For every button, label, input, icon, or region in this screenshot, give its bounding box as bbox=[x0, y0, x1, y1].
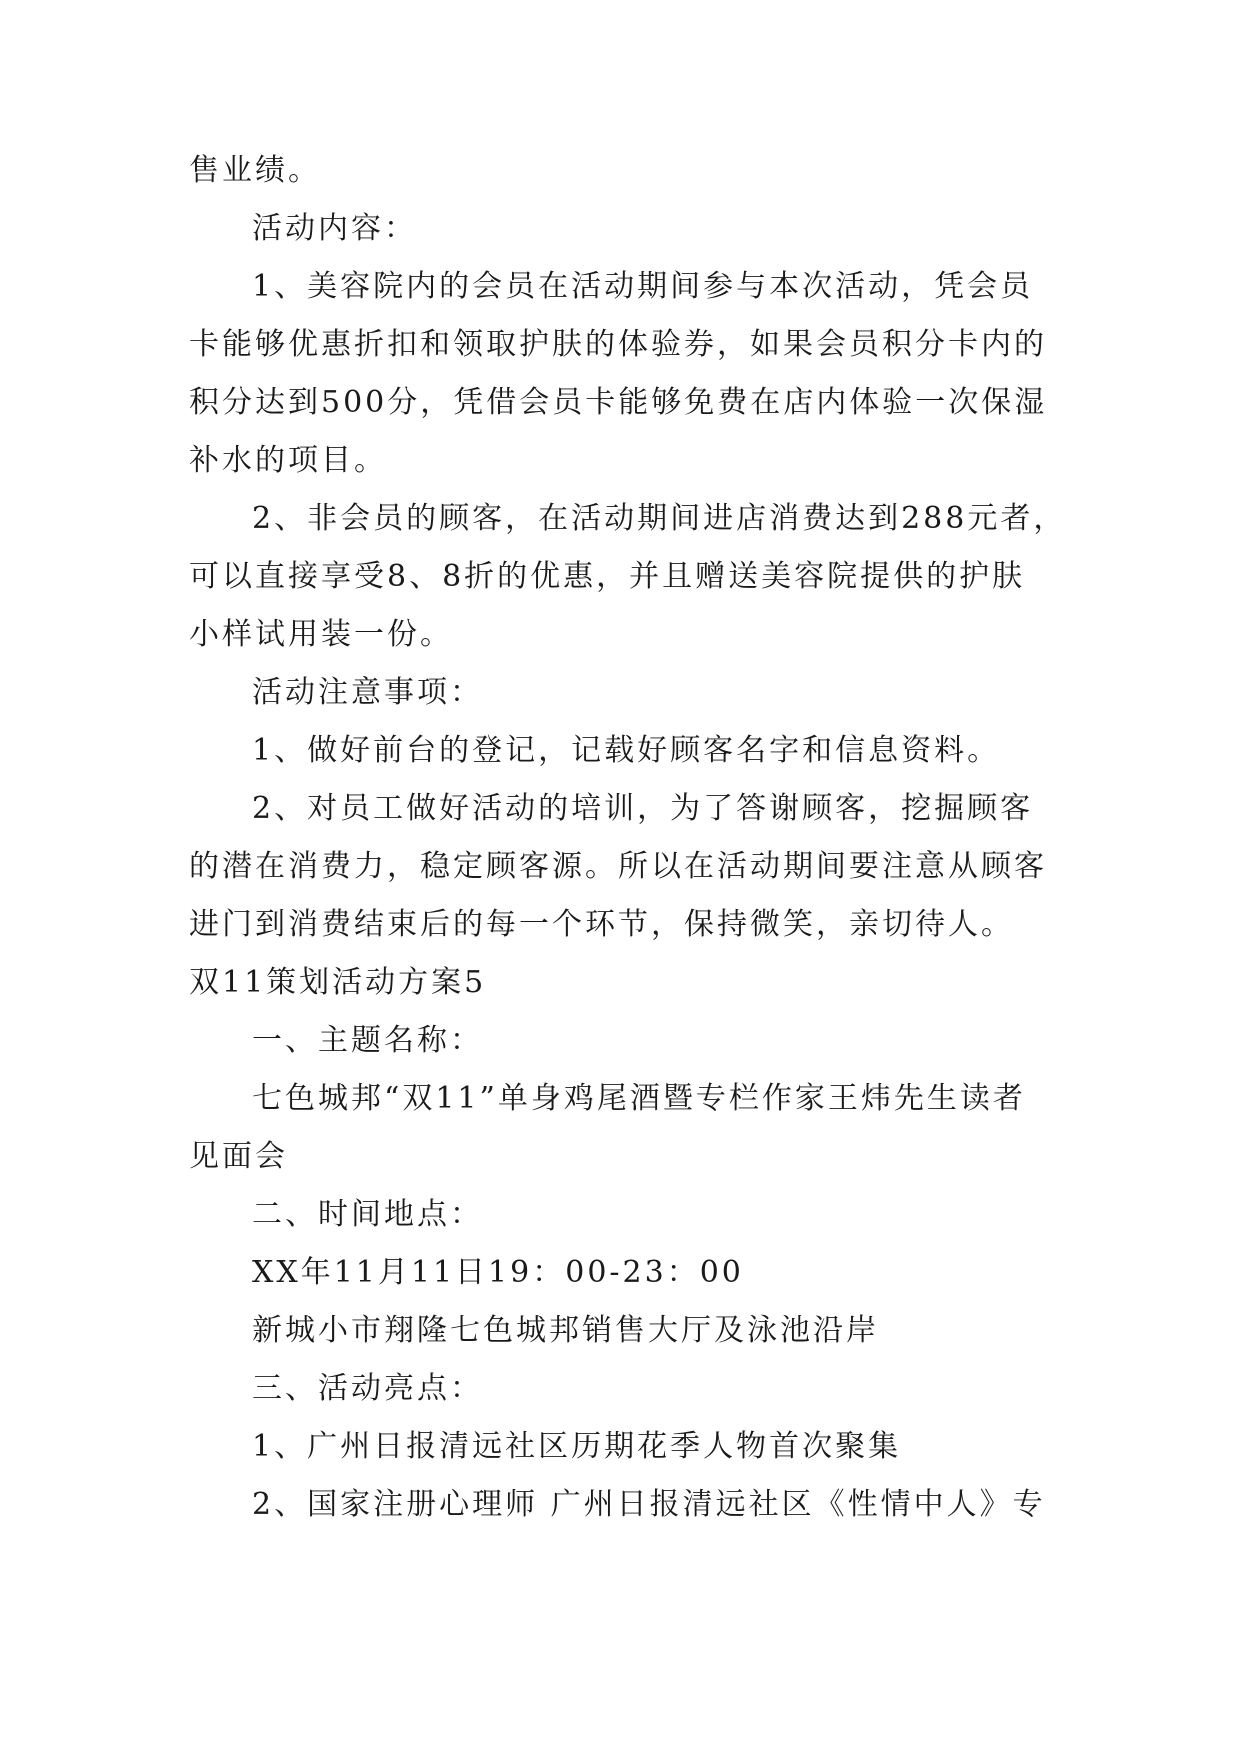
document-title: 双11策划活动方案5 bbox=[189, 965, 487, 1000]
text-line: 可以直接享受8、8折的优惠，并且赠送美容院提供的护肤 bbox=[189, 559, 1026, 594]
section-heading: 活动注意事项： bbox=[252, 675, 483, 710]
text-line: 积分达到500分，凭借会员卡能够免费在店内体验一次保湿 bbox=[189, 385, 1048, 420]
text-line: 新城小市翔隆七色城邦销售大厅及泳池沿岸 bbox=[252, 1313, 879, 1348]
text-line: 进门到消费结束后的每一个环节，保持微笑，亲切待人。 bbox=[189, 907, 1014, 942]
text-line: 的潜在消费力，稳定顾客源。所以在活动期间要注意从顾客 bbox=[189, 849, 1047, 884]
section-heading: 活动内容： bbox=[252, 211, 417, 246]
text-line: 见面会 bbox=[189, 1139, 288, 1174]
text-line: 2、对员工做好活动的培训，为了答谢顾客，挖掘顾客 bbox=[252, 791, 1034, 826]
section-heading: 一、主题名称： bbox=[252, 1023, 483, 1058]
text-line: 卡能够优惠折扣和领取护肤的体验券，如果会员积分卡内的 bbox=[189, 327, 1047, 362]
text-line: XX年11月11日19：00-23：00 bbox=[252, 1255, 744, 1290]
text-line: 小样试用装一份。 bbox=[189, 617, 453, 652]
text-line: 1、广州日报清远社区历期花季人物首次聚集 bbox=[252, 1429, 902, 1464]
text-line: 售业绩。 bbox=[189, 153, 321, 188]
section-heading: 三、活动亮点： bbox=[252, 1371, 483, 1406]
text-line: 补水的项目。 bbox=[189, 443, 387, 478]
text-line: 七色城邦“双11”单身鸡尾酒暨专栏作家王炜先生读者 bbox=[252, 1081, 1026, 1116]
text-line: 1、做好前台的登记，记载好顾客名字和信息资料。 bbox=[252, 733, 1001, 768]
text-line: 2、非会员的顾客，在活动期间进店消费达到288元者， bbox=[252, 501, 1067, 536]
text-line: 2、国家注册心理师 广州日报清远社区《性情中人》专 bbox=[252, 1487, 1046, 1522]
text-line: 1、美容院内的会员在活动期间参与本次活动，凭会员 bbox=[252, 269, 1034, 304]
section-heading: 二、时间地点： bbox=[252, 1197, 483, 1232]
